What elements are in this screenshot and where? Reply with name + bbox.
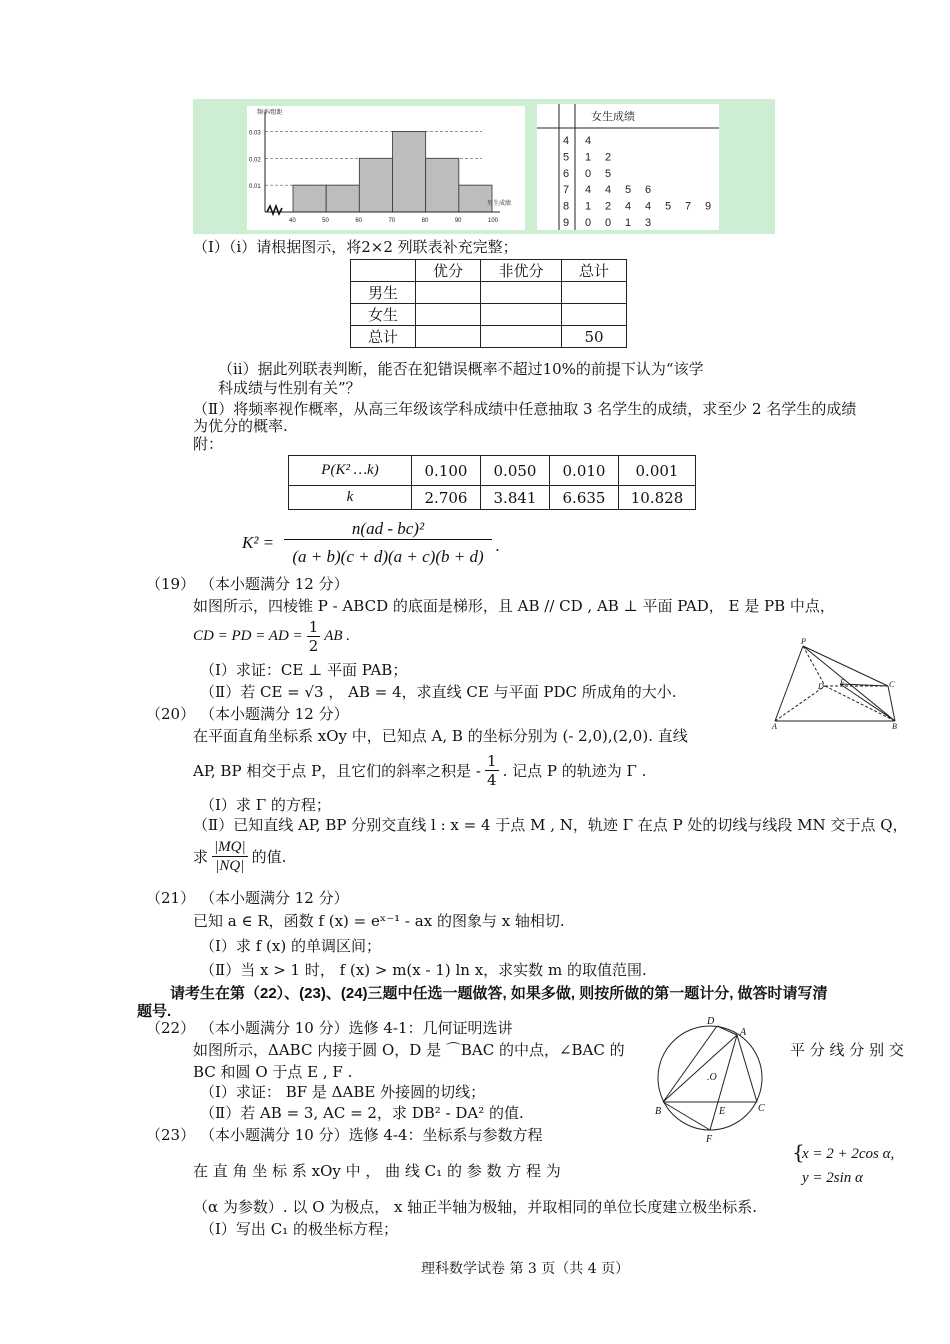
q18-part1-ii-b: 科成绩与性别有关”？ — [218, 379, 361, 397]
leaf-value: 1 — [625, 217, 632, 229]
leaf-value: 1 — [585, 151, 592, 164]
leaf-value: 0 — [585, 217, 592, 229]
stem-leaf-chart — [537, 104, 719, 230]
table-cell — [562, 304, 627, 326]
pyramid-figure — [770, 636, 905, 731]
ktable-row1-label: P(K² …k) — [289, 456, 412, 486]
histogram-bar — [426, 158, 459, 212]
stem-value: 5 — [563, 151, 570, 164]
table-header-cell: 总计 — [562, 260, 627, 282]
q21-part2: （Ⅱ）当 x > 1 时， f (x) > m(x - 1) ln x，求实数 m 的取值范围. — [200, 961, 647, 979]
q22-part1: （Ⅰ）求证： BF 是 ΔABE 外接圆的切线； — [200, 1083, 486, 1101]
q23-number: （23） — [146, 1126, 196, 1144]
q22-number: （22） — [146, 1019, 196, 1037]
histogram-bar — [326, 185, 359, 212]
y-tick-label: 0.02 — [249, 157, 261, 164]
q18-part2: （Ⅱ）将频率视作概率，从高三年级该学科成绩中任意抽取 3 名学生的成绩，求至少 2 名学生的成绩 — [193, 400, 857, 418]
leaf-value: 9 — [705, 200, 712, 213]
q20-part2: （Ⅱ）已知直线 AP, BP 分别交直线 l : x = 4 于点 M , N，轨迹 Γ 在点 P 处的切线与线段 MN 交于点 Q， — [193, 816, 908, 834]
leaf-value: 0 — [585, 167, 592, 180]
ktable-row2-label: k — [289, 486, 412, 510]
histogram-bar — [293, 185, 326, 212]
table-header-cell — [351, 260, 416, 282]
q21-part1: （Ⅰ）求 f (x) 的单调区间； — [200, 937, 381, 955]
leaf-value: 0 — [605, 217, 612, 229]
histogram-bar — [459, 185, 492, 212]
q19-part2: （Ⅱ）若 CE = √3 ， AB = 4，求直线 CE 与平面 PDC 所成角的大小. — [200, 683, 677, 701]
stem-value: 7 — [563, 184, 570, 197]
q19-line2: CD = PD = AD = $\frac{1}{2}$ AB . — [193, 618, 351, 655]
table-cell — [416, 326, 481, 348]
q23-eq2: y = 2sin α — [802, 1170, 863, 1186]
circle-figure — [650, 1012, 775, 1144]
q22-score: （本小题满分 10 分）选修 4-1：几何证明选讲 — [200, 1019, 513, 1037]
q23-eq1: x = 2 + 2cos α, — [802, 1146, 895, 1162]
histogram-chart — [247, 106, 525, 230]
label-O: .O — [707, 1072, 717, 1083]
q18-appendix: 附： — [193, 435, 224, 453]
x-axis-label: 男生成绩 — [487, 201, 512, 207]
q23-line1: 在 直 角 坐 标 系 xOy 中 ， 曲 线 C₁ 的 参 数 方 程 为 — [193, 1162, 561, 1180]
q23-part1: （Ⅰ）写出 C₁ 的极坐标方程； — [200, 1220, 398, 1238]
ktable-k: 3.841 — [481, 486, 550, 510]
table-cell: 男生 — [351, 282, 416, 304]
table-cell — [416, 304, 481, 326]
leaf-value: 4 — [585, 135, 592, 147]
q20-score: （本小题满分 12 分） — [200, 705, 349, 723]
q22-line1: 如图所示，ΔABC 内接于圆 O，D 是 ⌒BAC 的中点，∠BAC 的 — [193, 1041, 625, 1059]
table-cell — [481, 304, 562, 326]
stem-value: 6 — [563, 167, 570, 180]
x-tick-label: 90 — [454, 218, 462, 224]
label-A: A — [740, 1027, 747, 1038]
label-D: D — [818, 682, 824, 691]
ktable-k: 2.706 — [412, 486, 481, 510]
q19-line1: 如图所示，四棱锥 P - ABCD 的底面是梯形，且 AB // CD , AB ⊥ 平面 PAD， E 是 PB 中点， — [193, 597, 835, 615]
ktable-k: 6.635 — [550, 486, 619, 510]
leaf-value: 2 — [605, 200, 612, 213]
label-C: C — [758, 1103, 765, 1114]
q19-number: （19） — [146, 575, 196, 593]
q18-part1-ii-a: （ii）据此列联表判断，能否在犯错误概率不超过10%的前提下认为“该学 — [218, 360, 704, 378]
table-cell — [416, 282, 481, 304]
k2-formula-denominator: (a + b)(c + d)(a + c)(b + d) — [292, 547, 484, 566]
x-tick-label: 80 — [421, 218, 429, 224]
q20-number: （20） — [146, 705, 196, 723]
q23-score: （本小题满分 10 分）选修 4-4：坐标系与参数方程 — [200, 1126, 543, 1144]
table-cell: 50 — [562, 326, 627, 348]
q18-part1-i: （Ⅰ）（i）请根据图示，将2×2 列联表补充完整； — [193, 238, 518, 256]
q20-part1: （Ⅰ）求 Γ 的方程； — [200, 796, 331, 814]
label-P: P — [801, 637, 806, 646]
axis-break-icon — [267, 206, 282, 214]
stem-value: 9 — [563, 217, 570, 229]
q19-score: （本小题满分 12 分） — [200, 575, 349, 593]
q18-part2b: 为优分的概率. — [193, 417, 288, 435]
stem-value: 4 — [563, 135, 570, 147]
ktable-p: 0.050 — [481, 456, 550, 486]
histogram-bar — [359, 158, 392, 212]
x-tick-label: 60 — [355, 218, 363, 224]
label-B: B — [655, 1106, 662, 1117]
x-tick-label: 70 — [388, 218, 396, 224]
q22-line2: BC 和圆 O 于点 E , F . — [193, 1063, 353, 1081]
leaf-value: 5 — [625, 184, 632, 197]
leaf-value: 7 — [685, 200, 692, 213]
label-E: E — [719, 1106, 726, 1117]
leaf-value: 5 — [665, 200, 672, 213]
stem-leaf-title: 女生成绩 — [591, 111, 635, 123]
k-critical-table — [288, 455, 696, 510]
table-cell: 女生 — [351, 304, 416, 326]
choose-notice-line1: 请考生在第（22）、(23)、(24)三题中任选一题做答, 如果多做, 则按所做的第一题计分, 做答时请写清 — [170, 985, 828, 1002]
table-header-cell: 非优分 — [481, 260, 562, 282]
x-tick-label: 40 — [289, 218, 296, 224]
choose-notice-line2: 题号. — [137, 1003, 172, 1020]
label-C: C — [889, 680, 895, 689]
histogram-bar — [393, 131, 426, 212]
q22-part2: （Ⅱ）若 AB = 3, AC = 2，求 DB² - DA² 的值. — [200, 1104, 524, 1122]
leaf-value: 4 — [585, 184, 592, 197]
leaf-value: 3 — [645, 217, 652, 229]
q20-part2b: 求 $\frac{|MQ|}{|NQ|}$ 的值. — [193, 839, 287, 874]
label-F: F — [706, 1134, 713, 1144]
formula-period: . — [495, 537, 500, 555]
y-axis-label: 频率/组距 — [257, 110, 283, 116]
leaf-value: 1 — [585, 200, 592, 213]
q20-line1: 在平面直角坐标系 xOy 中，已知点 A, B 的坐标分别为 (- 2,0),(2,0). 直线 — [193, 727, 688, 745]
table-cell — [562, 282, 627, 304]
k2-formula-lhs: K² = — [242, 533, 275, 552]
table-cell — [481, 282, 562, 304]
q23-line2: （α 为参数）. 以 O 为极点， x 轴正半轴为极轴，并取相同的单位长度建立极坐标系. — [193, 1198, 758, 1216]
x-tick-label: 100 — [488, 218, 499, 224]
leaf-value: 4 — [625, 200, 632, 213]
q19-part1: （Ⅰ）求证：CE ⊥ 平面 PAB； — [200, 661, 408, 679]
page-footer: 理科数学试卷 第 3 页（共 4 页） — [421, 1261, 630, 1277]
y-tick-label: 0.03 — [249, 130, 261, 137]
ktable-p: 0.100 — [412, 456, 481, 486]
q22-line1-right: 平 分 线 分 别 交 — [790, 1041, 904, 1059]
y-tick-label: 0.01 — [249, 184, 261, 191]
label-D: D — [707, 1016, 715, 1027]
leaf-value: 4 — [605, 184, 612, 197]
q21-number: （21） — [146, 889, 196, 907]
ktable-p: 0.001 — [619, 456, 696, 486]
leaf-value: 5 — [605, 167, 612, 180]
label-A: A — [772, 722, 777, 731]
ktable-p: 0.010 — [550, 456, 619, 486]
contingency-table — [350, 259, 627, 348]
table-cell — [481, 326, 562, 348]
label-B: B — [892, 722, 897, 731]
k2-formula-numerator: n(ad - bc)² — [284, 519, 492, 540]
leaf-value: 4 — [645, 200, 652, 213]
ktable-k: 10.828 — [619, 486, 696, 510]
stem-value: 8 — [563, 200, 570, 213]
table-cell: 总计 — [351, 326, 416, 348]
leaf-value: 6 — [645, 184, 652, 197]
q21-score: （本小题满分 12 分） — [200, 889, 349, 907]
leaf-value: 2 — [605, 151, 612, 164]
histogram-panel — [247, 106, 525, 230]
q20-line2: AP, BP 相交于点 P，且它们的斜率之积是 - $\frac{1}{4}$ . 记点 P 的轨迹为 Γ . — [193, 752, 647, 789]
table-header-cell: 优分 — [416, 260, 481, 282]
equation-brace: { — [792, 1140, 805, 1164]
q21-line1: 已知 a ∈ R，函数 f (x) = eˣ⁻¹ - ax 的图象与 x 轴相切. — [193, 912, 565, 930]
stem-leaf-panel — [537, 104, 719, 230]
x-tick-label: 50 — [322, 218, 329, 224]
label-E: E — [840, 678, 845, 687]
